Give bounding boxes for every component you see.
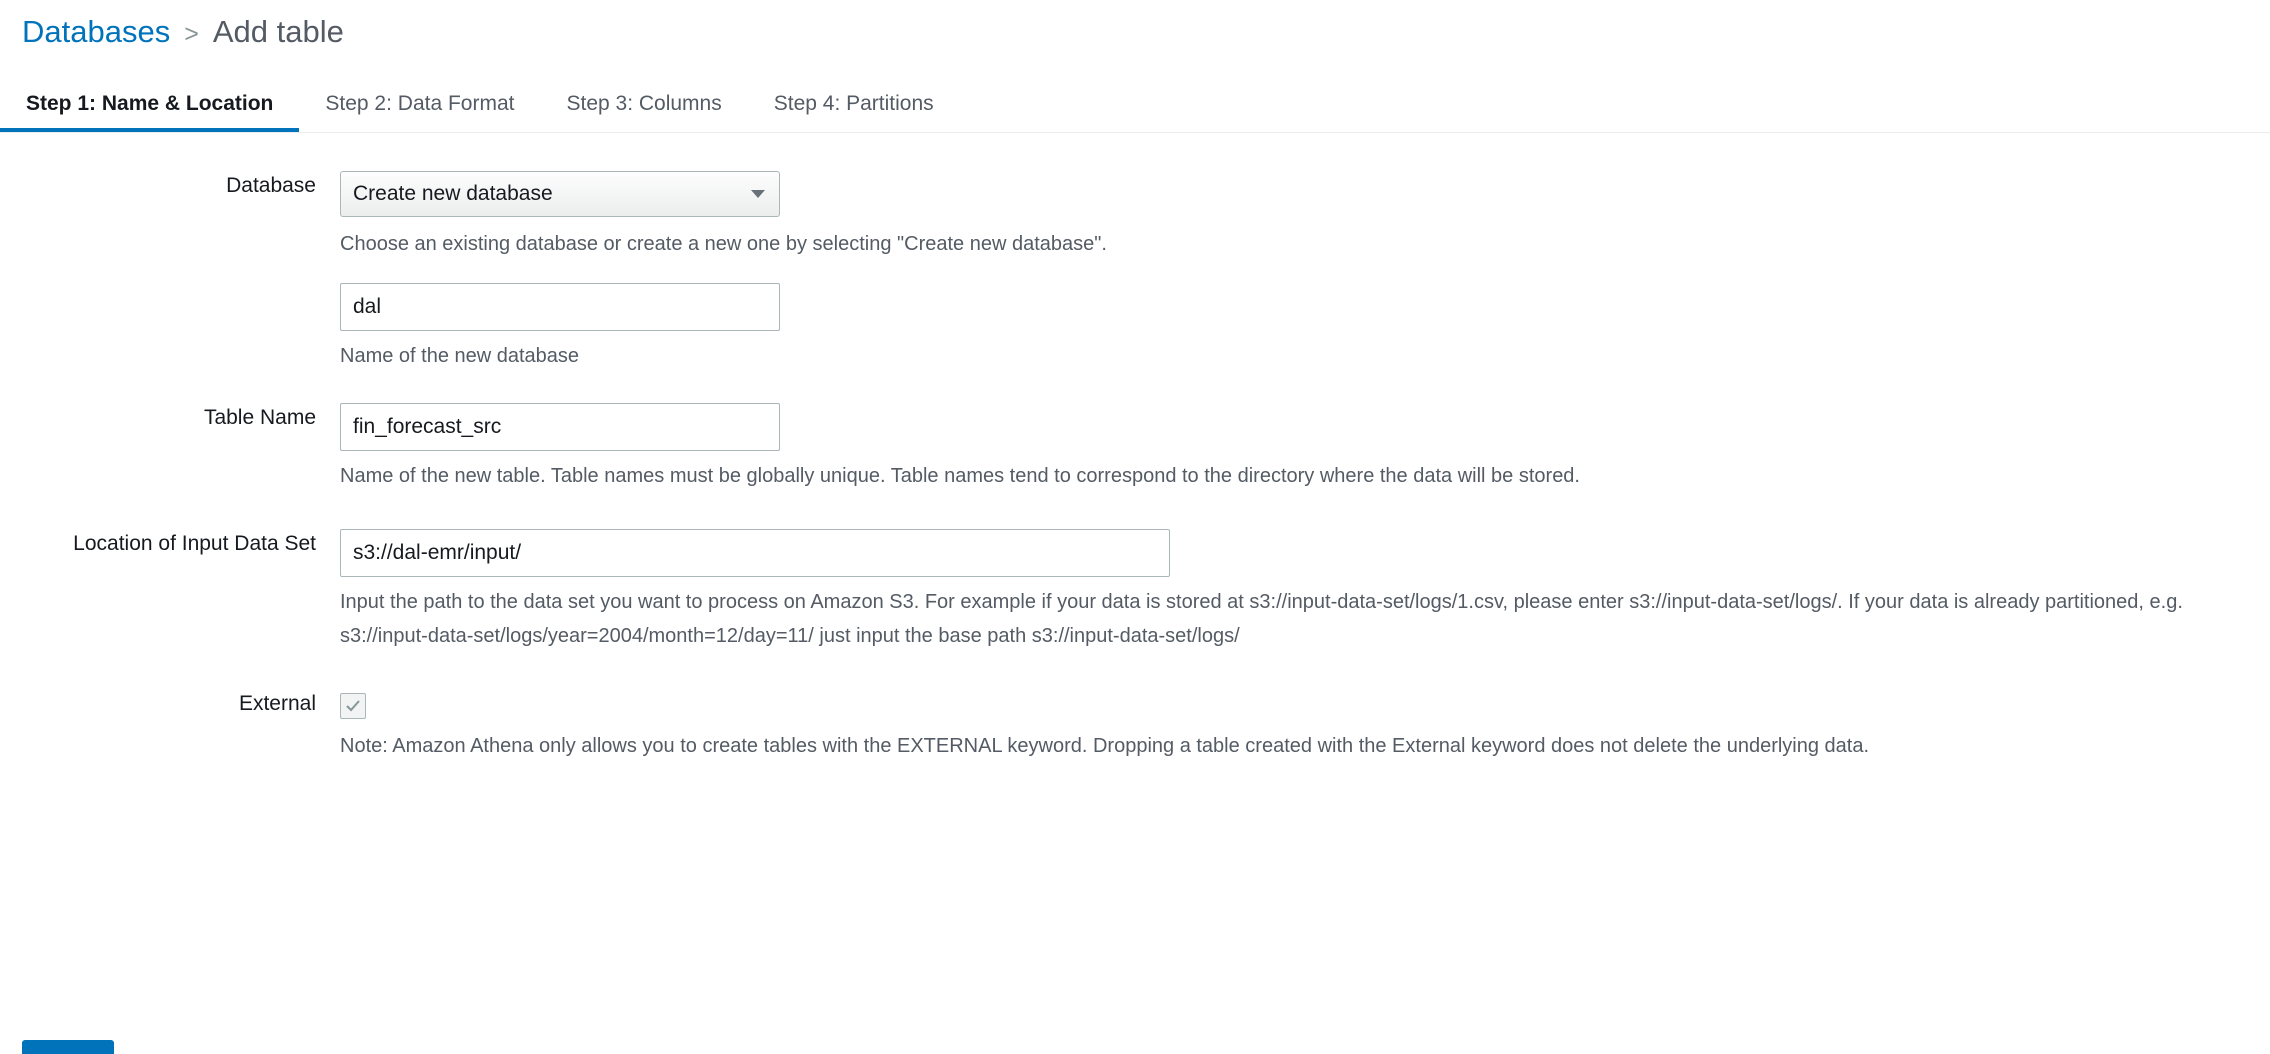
location-help-text: Input the path to the data set you want to process on Amazon S3. For example if your data is stored at s3://input-data-set/logs/1.csv, please enter s3://input-data-set/logs/. If your data is already partitioned, e.g. s3://input-data-set/logs/year=2004/month=12/day=11/ just input the base path s3://input-data-set/logs/ bbox=[340, 591, 2183, 647]
label-table-name: Table Name bbox=[203, 406, 316, 429]
field-row-location bbox=[0, 529, 2270, 653]
field-row-database bbox=[0, 171, 2270, 373]
checkmark-icon bbox=[345, 698, 361, 714]
external-checkbox[interactable] bbox=[340, 693, 366, 719]
footer-actions bbox=[0, 1032, 2270, 1054]
database-select-value: Create new database bbox=[353, 182, 553, 205]
external-help-text: Note: Amazon Athena only allows you to create tables with the EXTERNAL keyword. Dropping a table created with the External keyword does not delete the underlying data. bbox=[340, 735, 1870, 757]
label-location-of-input-data-set: Location of Input Data Set bbox=[73, 532, 316, 555]
breadcrumb-separator: > bbox=[184, 20, 199, 48]
breadcrumb-current: Add table bbox=[212, 14, 344, 49]
field-row-table-name bbox=[0, 403, 2270, 493]
table-name-input[interactable] bbox=[340, 403, 780, 451]
location-input[interactable] bbox=[340, 529, 1170, 577]
chevron-down-icon bbox=[751, 190, 765, 198]
database-select[interactable] bbox=[340, 171, 780, 217]
continue-button[interactable] bbox=[22, 1040, 114, 1054]
tab-step-1-name-location[interactable]: Step 1: Name & Location bbox=[0, 92, 299, 132]
new-database-name-input[interactable] bbox=[340, 283, 780, 331]
tab-step-3-columns[interactable]: Step 3: Columns bbox=[566, 92, 722, 115]
wizard-steps-tablist bbox=[0, 80, 2270, 133]
tab-step-4-partitions[interactable]: Step 4: Partitions bbox=[773, 92, 934, 115]
database-help-text: Choose an existing database or create a new one by selecting "Create new database". bbox=[340, 233, 1107, 255]
breadcrumb-link-databases[interactable]: Databases bbox=[22, 14, 171, 49]
add-table-form bbox=[0, 133, 2270, 763]
table-name-help-text: Name of the new table. Table names must be globally unique. Table names tend to correspond to the directory where the data will be stored. bbox=[340, 465, 1580, 487]
label-database: Database bbox=[226, 174, 316, 197]
label-external: External bbox=[238, 692, 316, 715]
new-database-help-text: Name of the new database bbox=[340, 345, 580, 367]
tab-step-2-data-format[interactable]: Step 2: Data Format bbox=[325, 92, 515, 115]
field-row-external bbox=[0, 689, 2270, 763]
breadcrumb bbox=[0, 0, 2270, 54]
